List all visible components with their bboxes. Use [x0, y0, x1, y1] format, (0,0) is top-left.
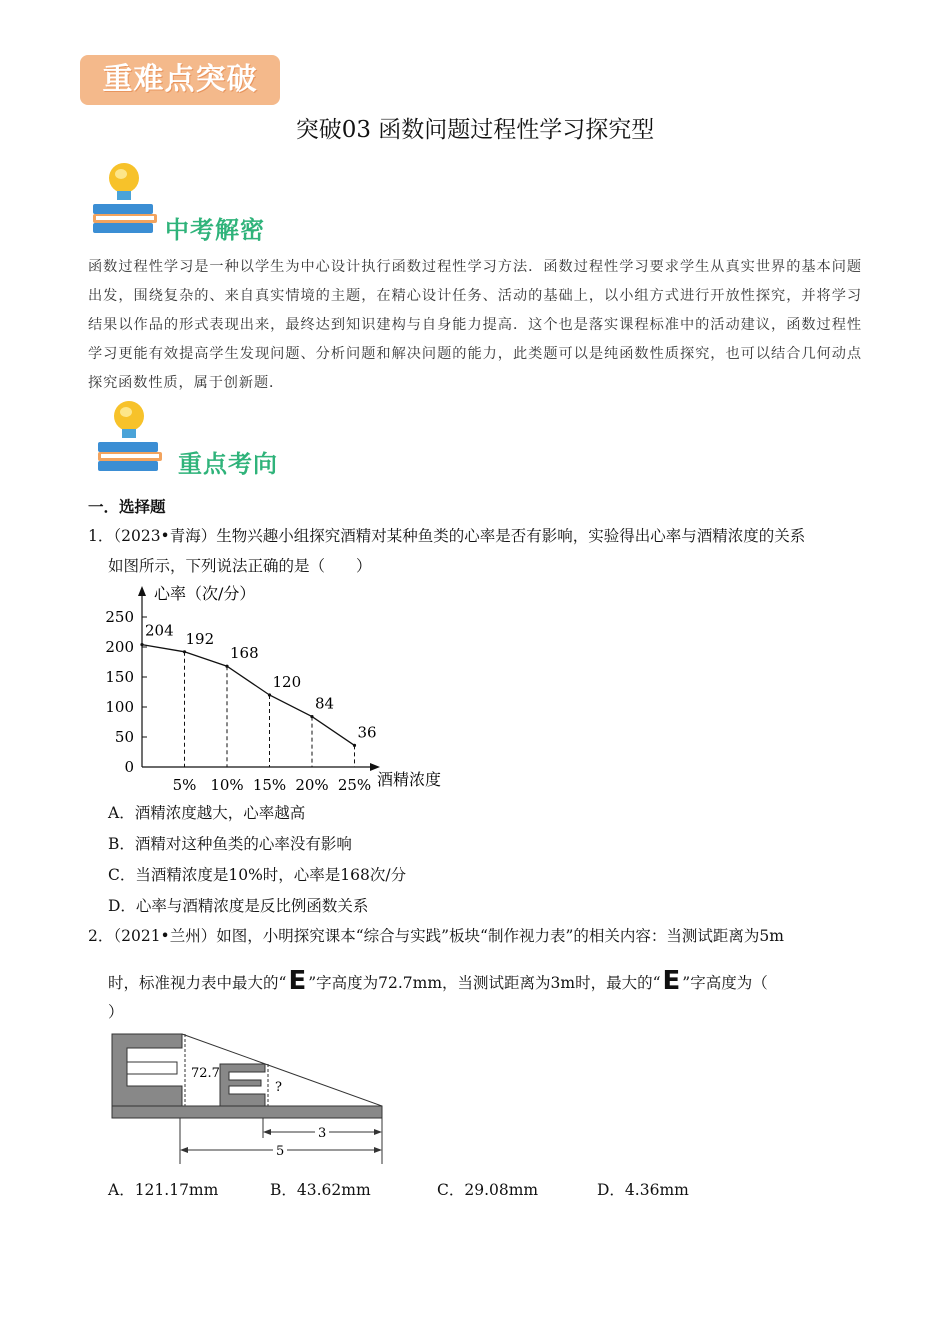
y-axis-label: 心率（次/分） — [154, 584, 256, 603]
q2-option-c: C．29.08mm — [437, 1181, 539, 1199]
data-point — [225, 665, 228, 668]
y-tick-label: 150 — [105, 668, 134, 686]
q2-stem-line2 — [108, 968, 768, 994]
lightbulb-book-icon — [88, 160, 168, 240]
height-label-large: 72.7 — [191, 1066, 220, 1081]
q2-option-a: A．121.17mm — [108, 1181, 219, 1199]
q1-option-a: A．酒精浓度越大，心率越高 — [108, 804, 306, 822]
eye-chart-figure — [105, 1028, 395, 1168]
data-label: 36 — [357, 723, 377, 742]
section-banner: 重难点突破 — [80, 55, 280, 105]
q2-stem-part-a: 时，标准视力表中最大的“ — [108, 974, 287, 992]
q2-stem-line1: 2．（2021•兰州）如图，小明探究课本“综合与实践”板块“制作视力表”的相关内容：当测试距离为5m — [88, 927, 784, 945]
q1-stem-line1: 1．（2023•青海）生物兴趣小组探究酒精对某种鱼类的心率是否有影响，实验得出心率与酒精浓度的关系 — [88, 527, 806, 545]
intro-paragraph: 函数过程性学习是一种以学生为中心设计执行函数过程性学习方法．函数过程性学习要求学生从真实世界的基本问题出发，围绕复杂的、来自真实情境的主题，在精心设计任务、活动的基础上，以小组方式进行开放性探究，并将学习结果以作品的形式表现出来，最终达到知识建构与自身能力提高．这个也是落实课程标准中的活动建议，函数过程性学习更能有效提高学生发现问题、分析问题和解决问题的能力，此类题可以是纯函数性质探究，也可以结合几何动点探究函数性质，属于创新题． — [88, 259, 862, 391]
x-tick-label: 25% — [337, 776, 372, 794]
data-point — [140, 643, 143, 646]
section-label-secret: 中考解密 — [165, 216, 265, 244]
data-point — [183, 650, 186, 653]
distance-label-5: 5 — [276, 1144, 285, 1159]
q2-option-b: B．43.62mm — [270, 1181, 371, 1199]
y-tick-label: 250 — [105, 608, 134, 626]
x-axis-label: 酒精浓度 — [377, 770, 442, 789]
x-tick-label: 20% — [295, 776, 329, 794]
distance-label-3: 3 — [318, 1126, 327, 1141]
data-point — [310, 715, 313, 718]
x-tick-label: 10% — [210, 776, 244, 794]
q2-stem-part-b: ”字高度为72.7mm，当测试距离为3m时，最大的“ — [308, 974, 661, 992]
q1-stem-line2: 如图所示，下列说法正确的是（ ） — [108, 557, 372, 575]
y-tick-label: 50 — [114, 728, 134, 746]
y-tick-label: 200 — [105, 638, 134, 656]
data-point — [268, 693, 271, 696]
y-tick-label: 0 — [124, 758, 134, 776]
q2-option-d: D．4.36mm — [597, 1181, 689, 1199]
letter-e-glyph: E — [662, 966, 681, 996]
q1-option-b: B．酒精对这种鱼类的心率没有影响 — [108, 835, 352, 853]
y-tick-label: 100 — [105, 698, 134, 716]
q2-stem-part-c: ”字高度为（ — [682, 974, 768, 992]
page-title: 突破03 函数问题过程性学习探究型 — [295, 117, 655, 143]
height-label-small: ? — [275, 1080, 282, 1095]
letter-e-glyph: E — [288, 966, 307, 996]
q2-stem-line3: ） — [108, 1003, 124, 1021]
q1-option-d: D．心率与酒精浓度是反比例函数关系 — [108, 897, 369, 915]
data-label: 192 — [185, 629, 215, 648]
section-label-focus: 重点考向 — [178, 450, 278, 478]
q1-option-c: C．当酒精浓度是10%时，心率是168次/分 — [108, 866, 407, 884]
data-point — [353, 744, 356, 747]
data-label: 204 — [145, 621, 174, 640]
data-label: 120 — [272, 673, 302, 691]
x-tick-label: 15% — [252, 776, 287, 794]
data-label: 168 — [230, 644, 259, 663]
part-heading: 一．选择题 — [88, 497, 166, 516]
x-tick-label: 5% — [172, 776, 197, 794]
data-label: 84 — [315, 694, 335, 713]
heart-rate-chart — [100, 580, 460, 800]
lightbulb-book-icon — [93, 398, 173, 478]
y-axis-arrow — [138, 586, 146, 596]
